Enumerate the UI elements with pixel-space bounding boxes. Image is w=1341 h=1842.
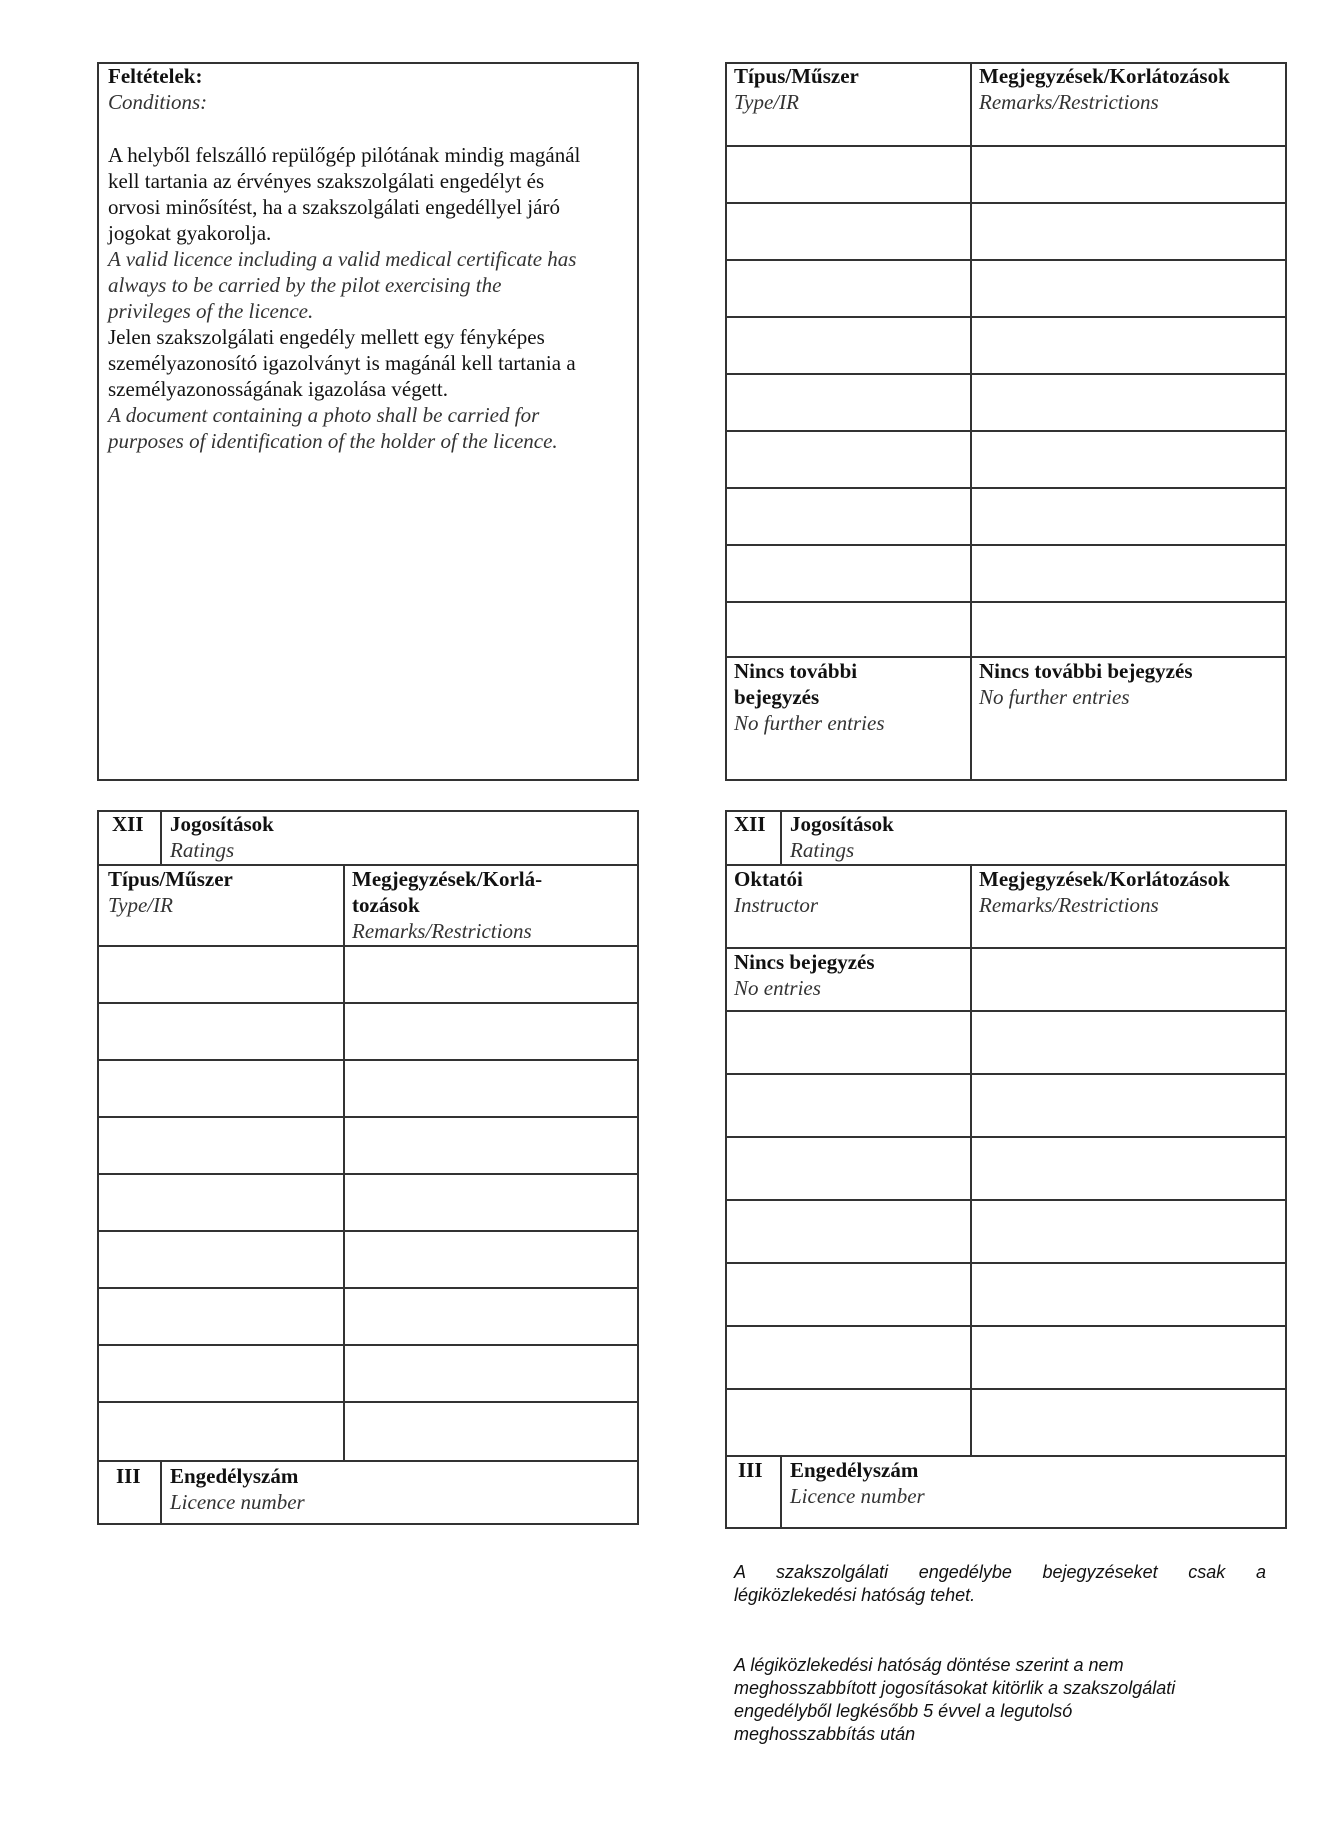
bottom-right-footer-title-en: Licence number (790, 1484, 925, 1508)
note-line: engedélyből legkésőbb 5 évvel a legutolsó (734, 1701, 1073, 1721)
top-right-footer-right: Nincs további bejegyzés (979, 659, 1193, 683)
row-line (725, 1325, 1287, 1327)
footer-no-divider (780, 1455, 782, 1529)
top-right-col2-title-en: Remarks/Restrictions (979, 90, 1159, 114)
note-line: meghosszabbítás után (734, 1724, 916, 1744)
bottom-right-col-divider (970, 864, 972, 1455)
conditions-line-en: always to be carried by the pilot exercising the (108, 273, 502, 297)
top-right-col1-title: Típus/Műszer (734, 64, 859, 88)
note-line: meghosszabbított jogosításokat kitörlik a szakszolgálati (734, 1678, 1176, 1698)
bottom-right-footer-title: Engedélyszám (790, 1458, 919, 1482)
note-line: A szakszolgálati engedélybe bejegyzéseket csak a (734, 1562, 1266, 1582)
conditions-line: orvosi minősítést, ha a szakszolgálati engedéllyel járó (108, 195, 560, 219)
note-ratings-removal (734, 1654, 1266, 1746)
row-line (725, 1136, 1287, 1138)
bottom-left-footer-title-en: Licence number (170, 1490, 305, 1514)
conditions-line: jogokat gyakorolja. (108, 221, 272, 245)
top-right-footer-right-en: No further entries (979, 685, 1130, 709)
row-line (97, 1173, 639, 1175)
row-line (97, 1059, 639, 1061)
bottom-left-footer-no: III (116, 1464, 141, 1488)
conditions-line: kell tartania az érvényes szakszolgálati engedélyt és (108, 169, 545, 193)
conditions-line: Jelen szakszolgálati engedély mellett egy fényképes (108, 325, 545, 349)
bottom-right-no-entries-en: No entries (734, 976, 821, 1000)
bottom-left-col1-title: Típus/Műszer (108, 867, 233, 891)
row-line (97, 1401, 639, 1403)
row-line (725, 544, 1287, 546)
section-no-divider (160, 810, 162, 864)
bottom-right-col1-title: Oktatói (734, 867, 803, 891)
top-right-footer-left: bejegyzés (734, 685, 820, 709)
bottom-right-section-title-en: Ratings (790, 838, 855, 862)
row-line (725, 316, 1287, 318)
top-right-footer-left-en: No further entries (734, 711, 885, 735)
row-line (97, 1344, 639, 1346)
bottom-right-col2-title-en: Remarks/Restrictions (979, 893, 1159, 917)
bottom-right-col2-title: Megjegyzések/Korlátozások (979, 867, 1230, 891)
bottom-left-col2-title-en: Remarks/Restrictions (352, 919, 532, 943)
row-line (725, 1388, 1287, 1390)
bottom-left-section-title: Jogosítások (170, 812, 274, 836)
row-line (725, 601, 1287, 603)
row-line (725, 1262, 1287, 1264)
bottom-left-col2-title: Megjegyzések/Korlá- (352, 867, 543, 891)
row-line (97, 1287, 639, 1289)
conditions-title: Feltételek: (108, 64, 203, 88)
row-line (97, 1460, 639, 1462)
bottom-left-section-no: XII (112, 812, 144, 836)
bottom-left-col1-title-en: Type/IR (108, 893, 173, 917)
row-line (725, 259, 1287, 261)
bottom-left-footer-title: Engedélyszám (170, 1464, 299, 1488)
conditions-line-en: A document containing a photo shall be carried for (108, 403, 540, 427)
conditions-line: személyazonosító igazolványt is magánál kell tartania a (108, 351, 576, 375)
conditions-text (108, 142, 628, 454)
row-line (725, 373, 1287, 375)
section-no-divider (780, 810, 782, 864)
row-line (725, 487, 1287, 489)
conditions-line: A helyből felszálló repülőgép pilótának mindig magánál (108, 143, 581, 167)
top-right-footer-left: Nincs további (734, 659, 858, 683)
note-entries-authority (734, 1561, 1266, 1607)
top-right-col-divider (970, 62, 972, 781)
bottom-left-section-title-en: Ratings (170, 838, 235, 862)
row-line (725, 145, 1287, 147)
bottom-right-col1-title-en: Instructor (734, 893, 818, 917)
bottom-right-section-no: XII (734, 812, 766, 836)
conditions-title-en: Conditions: (108, 90, 208, 114)
bottom-left-col-divider (343, 864, 345, 1460)
top-right-col2-title: Megjegyzések/Korlátozások (979, 64, 1230, 88)
bottom-right-footer-no: III (738, 1458, 763, 1482)
row-line (725, 430, 1287, 432)
row-line (725, 1010, 1287, 1012)
row-line (97, 1230, 639, 1232)
note-line: A légiközlekedési hatóság döntése szerint a nem (734, 1655, 1124, 1675)
conditions-line: személyazonosságának igazolása végett. (108, 377, 448, 401)
bottom-right-no-entries: Nincs bejegyzés (734, 950, 875, 974)
row-line (97, 945, 639, 947)
row-line (97, 1116, 639, 1118)
row-line (725, 1073, 1287, 1075)
bottom-left-col2-title: tozások (352, 893, 420, 917)
bottom-right-section-title: Jogosítások (790, 812, 894, 836)
row-line (725, 202, 1287, 204)
top-right-col1-title-en: Type/IR (734, 90, 799, 114)
footer-no-divider (160, 1460, 162, 1525)
row-line (97, 1002, 639, 1004)
note-line: légiközlekedési hatóság tehet. (734, 1585, 976, 1605)
conditions-line-en: privileges of the licence. (108, 299, 314, 323)
row-line (725, 1199, 1287, 1201)
conditions-line-en: purposes of identification of the holder of the licence. (108, 429, 558, 453)
conditions-line-en: A valid licence including a valid medical certificate has (108, 247, 577, 271)
